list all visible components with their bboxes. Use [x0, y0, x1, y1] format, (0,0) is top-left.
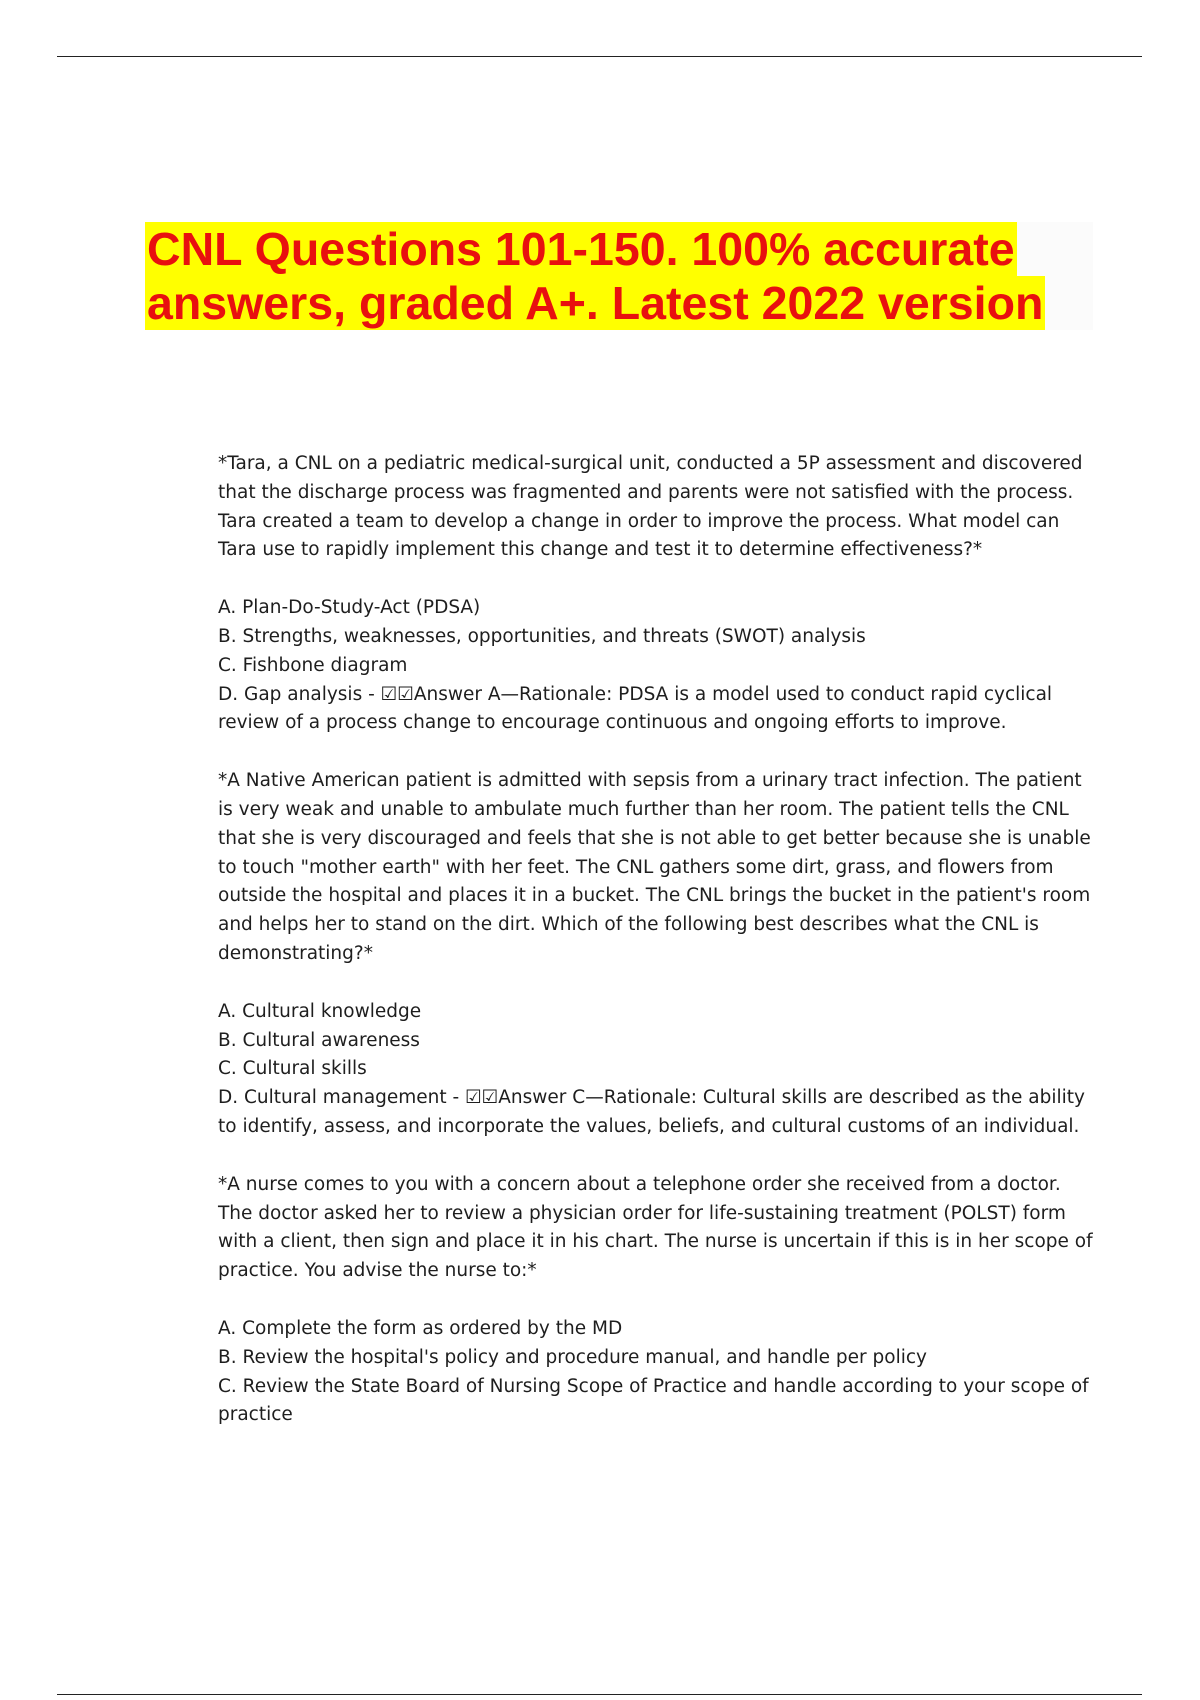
document-title	[145, 222, 1093, 330]
option-b: B. Review the hospital's policy and procedure manual, and handle per policy	[218, 1346, 927, 1368]
answer-options	[218, 998, 1098, 1142]
option-d-with-answer: D. Cultural management - ☑☑Answer C—Rationale: Cultural skills are described as the ability to identify, assess, and incorporate the values, beliefs, and cultural customs of an individual.	[218, 1087, 1085, 1137]
option-b: B. Strengths, weaknesses, opportunities, and threats (SWOT) analysis	[218, 625, 866, 647]
answer-options	[218, 594, 1098, 738]
title-line-1: CNL Questions 101-150. 100% accurate	[147, 223, 1015, 275]
option-a: A. Plan-Do-Study-Act (PDSA)	[218, 597, 481, 619]
option-c: C. Cultural skills	[218, 1058, 367, 1080]
question-stem: *A Native American patient is admitted with sepsis from a urinary tract infection. The patient is very weak and unable to ambulate much further than her room. The patient tells the CNL that she is very discouraged and feels that she is not able to get better because she is unable to touch "mother earth" with her feet. The CNL gathers some dirt, grass, and flowers from outside the hospital and places it in a bucket. The CNL brings the bucket in the patient's room and helps her to stand on the dirt. Which of the following best describes what the CNL is demonstrating?*	[218, 770, 1091, 964]
option-b: B. Cultural awareness	[218, 1029, 420, 1051]
question-stem: *Tara, a CNL on a pediatric medical-surgical unit, conducted a 5P assessment and discovered that the discharge process was fragmented and parents were not satisfied with the process. Tara created a team to develop a change in order to improve the process. What model can Tara use to rapidly implement this change and test it to determine effectiveness?*	[218, 453, 1083, 561]
title-line-2: answers, graded A+. Latest 2022 version	[147, 277, 1044, 329]
top-rule	[57, 56, 1142, 57]
option-c: C. Fishbone diagram	[218, 654, 408, 676]
question-2	[218, 767, 1098, 1142]
document-body	[218, 450, 1098, 1459]
bottom-rule	[57, 1694, 1142, 1695]
option-d-with-answer: D. Gap analysis - ☑☑Answer A—Rationale: PDSA is a model used to conduct rapid cyclical review of a process change to encourage continuous and ongoing efforts to improve.	[218, 683, 1053, 734]
answer-options	[218, 1315, 1098, 1430]
question-1	[218, 450, 1098, 738]
option-c: C. Review the State Board of Nursing Scope of Practice and handle according to your scope of practice	[218, 1375, 1089, 1426]
question-stem: *A nurse comes to you with a concern about a telephone order she received from a doctor. The doctor asked her to review a physician order for life-sustaining treatment (POLST) form with a client, then sign and place it in his chart. The nurse is uncertain if this is in her scope of practice. You advise the nurse to:*	[218, 1173, 1093, 1282]
option-a: A. Complete the form as ordered by the MD	[218, 1317, 623, 1339]
option-a: A. Cultural knowledge	[218, 1000, 422, 1022]
question-3	[218, 1171, 1098, 1430]
